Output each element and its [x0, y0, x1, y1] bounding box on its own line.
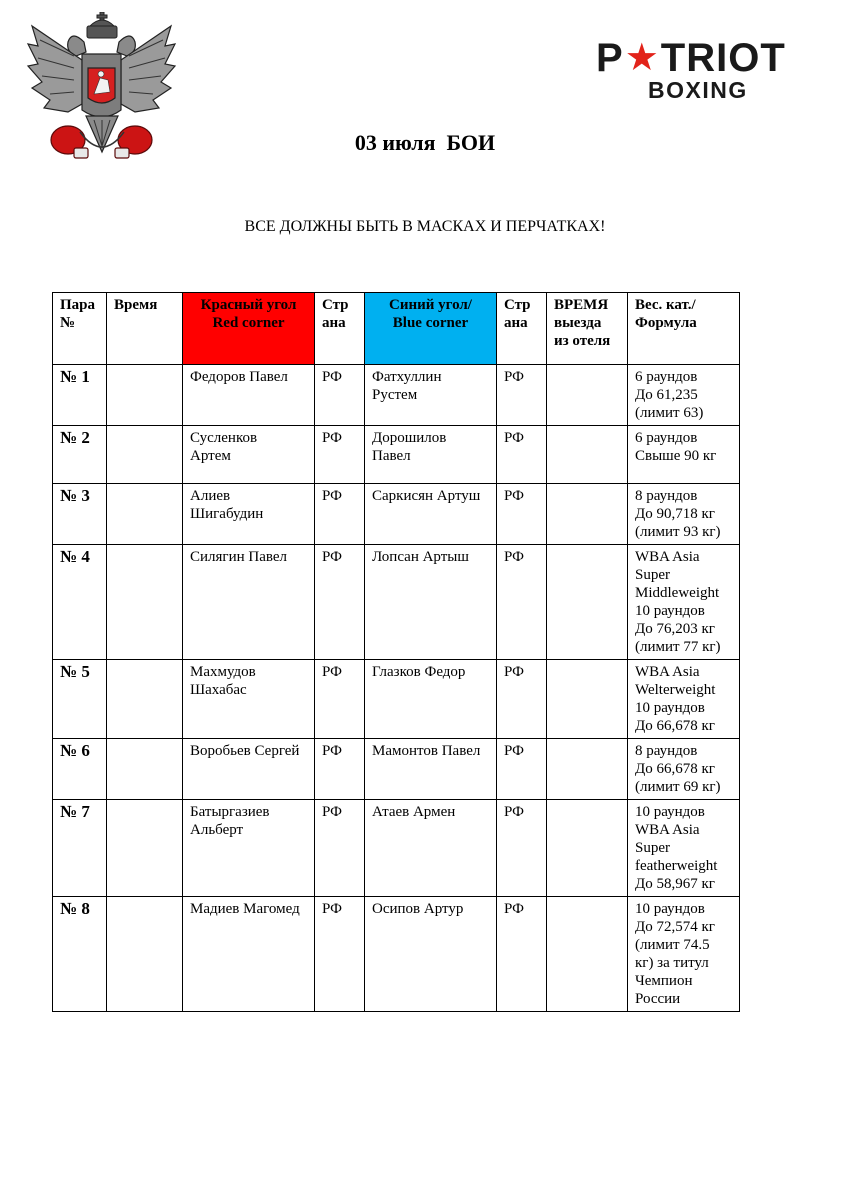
blue-corner-boxer: Лопсан Артыш — [365, 545, 497, 660]
red-country: РФ — [315, 660, 365, 739]
red-corner-boxer: Сусленков Артем — [183, 426, 315, 484]
blue-corner-boxer: Атаев Армен — [365, 800, 497, 897]
table-row — [53, 545, 740, 660]
weight-formula: 10 раундов До 72,574 кг (лимит 74.5 кг) за титул Чемпион России — [628, 897, 740, 1012]
departure-time — [547, 660, 628, 739]
table-row — [53, 484, 740, 545]
red-country: РФ — [315, 897, 365, 1012]
weight-formula: 8 раундов До 90,718 кг (лимит 93 кг) — [628, 484, 740, 545]
blue-country: РФ — [497, 426, 547, 484]
red-country: РФ — [315, 365, 365, 426]
weight-formula: 8 раундов До 66,678 кг (лимит 69 кг) — [628, 739, 740, 800]
blue-country: РФ — [497, 484, 547, 545]
header-departure: ВРЕМЯ выезда из отеля — [547, 293, 628, 365]
pair-number: № 7 — [53, 800, 107, 897]
red-corner-boxer: Мадиев Магомед — [183, 897, 315, 1012]
departure-time — [547, 739, 628, 800]
weight-formula: 6 раундов Свыше 90 кг — [628, 426, 740, 484]
departure-time — [547, 484, 628, 545]
red-country: РФ — [315, 739, 365, 800]
weight-formula: 6 раундов До 61,235 (лимит 63) — [628, 365, 740, 426]
patriot-boxing-logo — [596, 38, 808, 104]
bout-time — [107, 484, 183, 545]
weight-formula: WBA Asia Super Middleweight 10 раундов До 76,203 кг (лимит 77 кг) — [628, 545, 740, 660]
pair-number: № 5 — [53, 660, 107, 739]
pair-number: № 3 — [53, 484, 107, 545]
departure-time — [547, 897, 628, 1012]
header-pair: Пара № — [53, 293, 107, 365]
red-country: РФ — [315, 484, 365, 545]
red-country: РФ — [315, 545, 365, 660]
blue-country: РФ — [497, 545, 547, 660]
table-header-row — [53, 293, 740, 365]
header-weight: Вес. кат./ Формула — [628, 293, 740, 365]
logo-word-boxing: BOXING — [648, 77, 748, 103]
table-row — [53, 365, 740, 426]
red-country: РФ — [315, 800, 365, 897]
red-corner-boxer: Батыргазиев Альберт — [183, 800, 315, 897]
blue-country: РФ — [497, 800, 547, 897]
blue-country: РФ — [497, 660, 547, 739]
pair-number: № 4 — [53, 545, 107, 660]
blue-country: РФ — [497, 897, 547, 1012]
pair-number: № 1 — [53, 365, 107, 426]
bout-time — [107, 660, 183, 739]
table-row — [53, 739, 740, 800]
pair-number: № 2 — [53, 426, 107, 484]
header-red-country: Стр ана — [315, 293, 365, 365]
logo-word-triot: TRIOT — [660, 36, 786, 80]
blue-corner-boxer: Осипов Артур — [365, 897, 497, 1012]
header-blue-corner: Синий угол/ Blue corner — [365, 293, 497, 365]
table-row — [53, 800, 740, 897]
red-corner-boxer: Алиев Шигабудин — [183, 484, 315, 545]
notice-text: ВСЕ ДОЛЖНЫ БЫТЬ В МАСКАХ И ПЕРЧАТКАХ! — [244, 218, 606, 235]
bout-time — [107, 365, 183, 426]
red-corner-boxer: Силягин Павел — [183, 545, 315, 660]
blue-corner-boxer: Мамонтов Павел — [365, 739, 497, 800]
blue-corner-boxer: Фатхуллин Рустем — [365, 365, 497, 426]
bout-time — [107, 739, 183, 800]
star-icon: ★ — [624, 37, 660, 79]
page-title: 03 июля БОИ — [354, 130, 496, 155]
bout-time — [107, 545, 183, 660]
weight-formula: WBA Asia Welterweight 10 раундов До 66,678 кг — [628, 660, 740, 739]
departure-time — [547, 365, 628, 426]
pair-number: № 8 — [53, 897, 107, 1012]
header-blue-country: Стр ана — [497, 293, 547, 365]
bout-time — [107, 800, 183, 897]
departure-time — [547, 800, 628, 897]
table-row — [53, 897, 740, 1012]
blue-corner-boxer: Глазков Федор — [365, 660, 497, 739]
bouts-table — [52, 292, 740, 1012]
blue-corner-boxer: Саркисян Артуш — [365, 484, 497, 545]
blue-corner-boxer: Дорошилов Павел — [365, 426, 497, 484]
weight-formula: 10 раундов WBA Asia Super featherweight До 58,967 кг — [628, 800, 740, 897]
red-country: РФ — [315, 426, 365, 484]
red-corner-boxer: Федоров Павел — [183, 365, 315, 426]
table-row — [53, 426, 740, 484]
pair-number: № 6 — [53, 739, 107, 800]
table-row — [53, 660, 740, 739]
header-time: Время — [107, 293, 183, 365]
departure-time — [547, 545, 628, 660]
logo-letter-p: P — [596, 36, 624, 80]
bout-time — [107, 897, 183, 1012]
red-corner-boxer: Махмудов Шахабас — [183, 660, 315, 739]
blue-country: РФ — [497, 365, 547, 426]
crown-icon — [87, 12, 117, 38]
blue-country: РФ — [497, 739, 547, 800]
red-corner-boxer: Воробьев Сергей — [183, 739, 315, 800]
departure-time — [547, 426, 628, 484]
header-red-corner: Красный угол Red corner — [183, 293, 315, 365]
federation-emblem — [24, 12, 179, 170]
bout-time — [107, 426, 183, 484]
